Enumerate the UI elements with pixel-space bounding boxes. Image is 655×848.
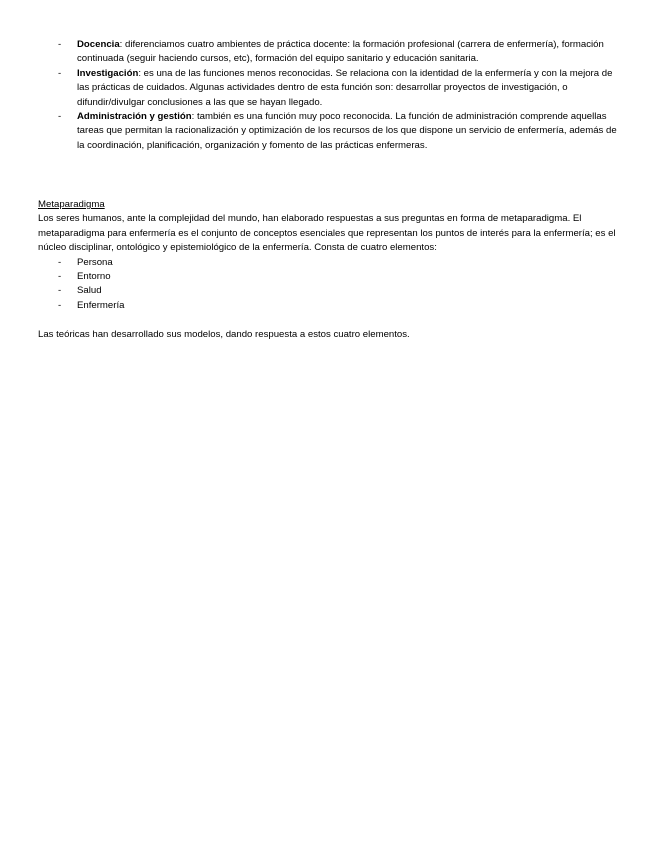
list-item-entorno	[38, 270, 618, 284]
list-item-investigacion	[0, 67, 617, 110]
bullet-dash: -	[58, 256, 62, 268]
element-label: Entorno	[77, 271, 111, 283]
bullet-dash: -	[58, 67, 62, 79]
term-docencia: Docencia	[77, 39, 120, 50]
list-item-administracion	[0, 110, 617, 153]
elements-list	[38, 256, 618, 314]
element-label: Enfermería	[77, 299, 125, 311]
list-item-enfermeria	[38, 299, 618, 313]
text-administracion: : también es una función muy poco reconocida. La función de administración comprende aquellas tareas que permitan la racionalización y optimización de los recursos de los que dispone un servicio de enfermería, además de la coordinación, planificación, organización y fomento de las prácticas enfermeras.	[77, 111, 617, 151]
list-item-salud	[38, 284, 618, 298]
bullet-dash: -	[58, 299, 62, 311]
functions-list	[0, 38, 655, 153]
bullet-dash: -	[58, 39, 62, 50]
text-docencia: : diferenciamos cuatro ambientes de práctica docente: la formación profesional (carrera de enfermería), formación continuada (seguir haciendo cursos, etc), formación del equipo sanitario y educación sanitaria.	[77, 39, 604, 65]
list-item-docencia	[0, 38, 617, 67]
term-administracion: Administración y gestión	[77, 111, 192, 123]
element-label: Salud	[77, 285, 102, 297]
element-label: Persona	[77, 256, 113, 268]
term-investigacion: Investigación	[77, 67, 139, 79]
text-investigacion: : es una de las funciones menos reconocidas. Se relaciona con la identidad de la enfermería y con la mejora de las prácticas de cuidados. Algunas actividades dentro de esta función son: desarrollar proyectos de investigación, o difundir/divulgar conclusiones a las que se hayan llegado.	[77, 67, 613, 108]
list-item-persona	[38, 256, 618, 270]
closing-paragraph: Las teóricas han desarrollado sus modelos, dando respuesta a estos cuatro elementos.	[38, 328, 410, 340]
bullet-dash: -	[58, 111, 62, 123]
section-paragraph: Los seres humanos, ante la complejidad del mundo, han elaborado respuestas a sus preguntas en forma de metaparadigma. El metaparadigma para enfermería es el conjunto de conceptos esenciales que representan los puntos de interés para la enfermería; es el núcleo disciplinar, ontológico y epistemiológico de la enfermería. Consta de cuatro elementos:	[38, 213, 616, 254]
bullet-dash: -	[58, 271, 62, 283]
metaparadigma-section	[38, 198, 618, 342]
section-heading: Metaparadigma	[38, 199, 105, 210]
bullet-dash: -	[58, 285, 62, 297]
